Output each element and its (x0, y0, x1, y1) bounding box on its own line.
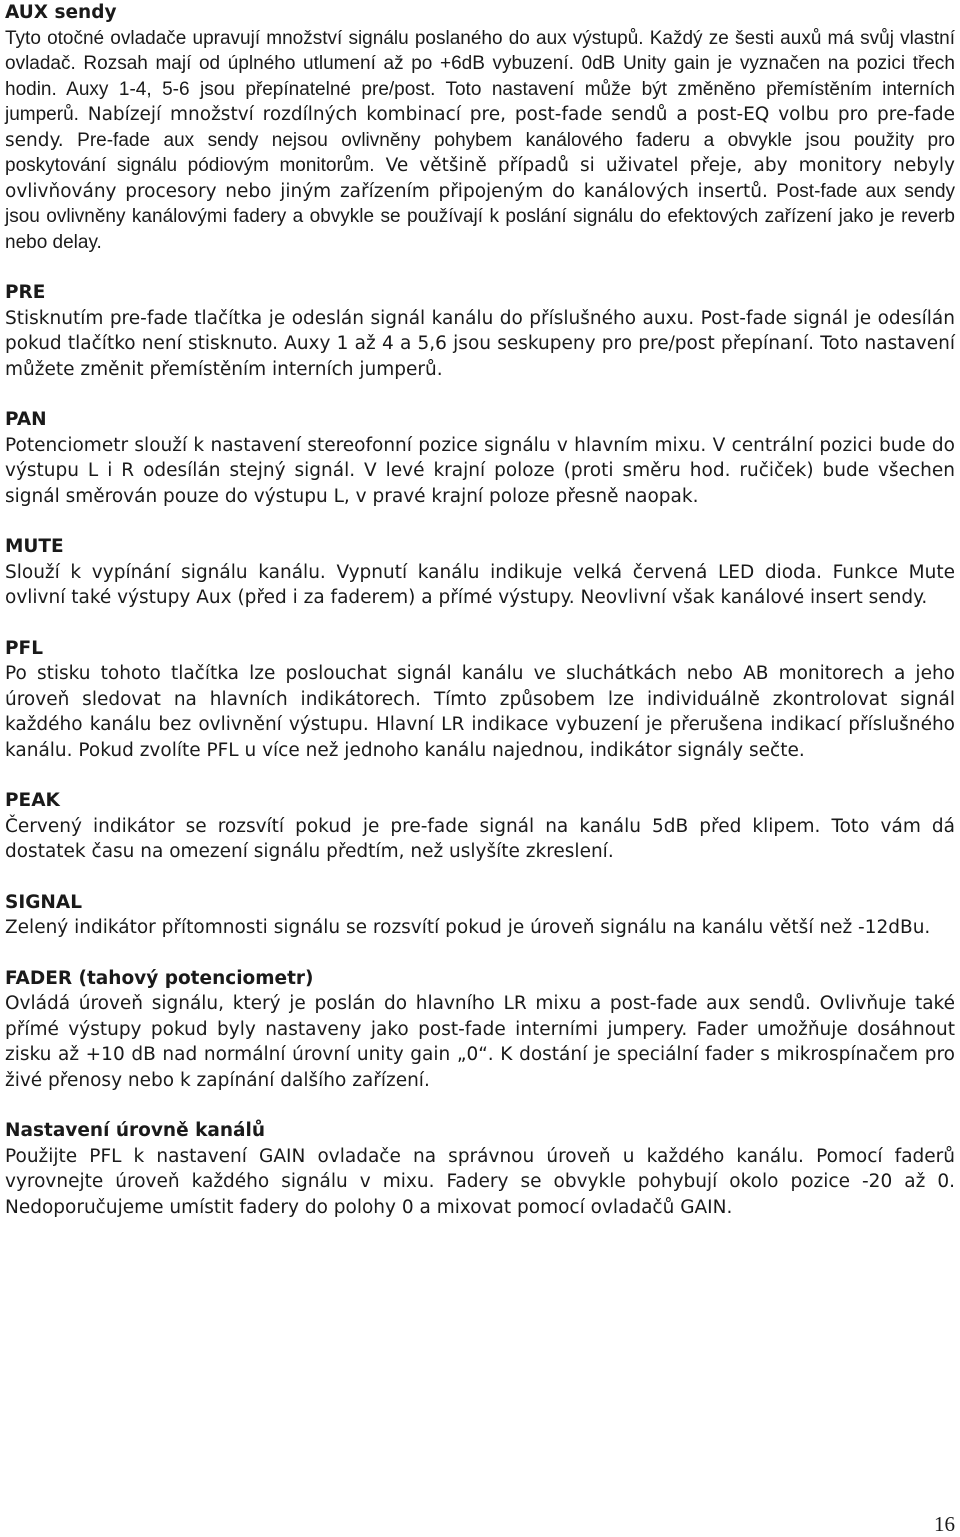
document-section (5, 534, 955, 611)
paragraph-text: Použijte PFL k nastavení GAIN ovladače na správnou úroveň u každého kanálu. Pomocí faderů vyrovnejte úroveň každého signálu v mixu. Fadery se obvykle pohybují okolo pozice -20 až 0. Nedoporučujeme umístit fadery do polohy 0 a mixovat pomocí ovladačů GAIN. (5, 1145, 955, 1218)
document-section (5, 788, 955, 865)
paragraph-text: Potenciometr slouží k nastavení stereofonní pozice signálu v hlavním mixu. V centrální pozici bude do výstupu L i R odesílán stejný signál. V levé krajní poloze (proti směru hod. ručiček) bude všechen signál směrován pouze do výstupu L, v pravé krajní poloze přesně naopak. (5, 434, 955, 507)
section-heading: SIGNAL (5, 891, 82, 913)
section-paragraph (5, 661, 955, 763)
paragraph-text: Slouží k vypínání signálu kanálu. Vypnutí kanálu indikuje velká červená LED dioda. Funkce Mute ovlivní také výstupy Aux (před i za faderem) a přímé výstupy. Neovlivní však kanálové insert sendy. (5, 561, 955, 608)
section-paragraph (5, 306, 955, 383)
paragraph-text: Zelený indikátor přítomnosti signálu se rozsvítí pokud je úroveň signálu na kanálu větší než -12dBu. (5, 917, 931, 938)
paragraph-text: Po stisku tohoto tlačítka lze poslouchat signál kanálu ve sluchátkách nebo AB monitorech a jeho úroveň sledovat na hlavních indikátorech. Tímto způsobem lze individuálně zkontrolovat signál každého kanálu bez ovlivnění výstupu. Hlavní LR indikace vybuzení je přerušena indikací příslušného kanálu. Pokud zvolíte PFL u více než jednoho kanálu najednou, indikátor signály sečte. (5, 663, 955, 761)
document-section (5, 636, 955, 764)
page-number: 16 (934, 1512, 955, 1536)
document-section (5, 280, 955, 382)
section-heading: PFL (5, 637, 43, 659)
section-paragraph (5, 433, 955, 510)
document-section (5, 0, 955, 255)
section-paragraph (5, 814, 955, 865)
section-heading: PRE (5, 282, 46, 303)
document-body (5, 0, 955, 1220)
document-section (5, 1118, 955, 1220)
section-heading: PEAK (5, 790, 60, 811)
document-section (5, 407, 955, 509)
section-paragraph (5, 915, 955, 941)
section-paragraph (5, 991, 955, 1093)
section-heading: FADER (tahový potenciometr) (5, 967, 314, 989)
paragraph-text: Červený indikátor se rozsvítí pokud je pre-fade signál na kanálu 5dB před klipem. Toto vám dá dostatek času na omezení signálu předtím, než uslyšíte zkreslení. (5, 815, 955, 862)
paragraph-text: Nabízejí množství rozdílných kombinací pre, post-fade sendů a post-EQ volbu pro pre-fade sendy. (5, 104, 955, 151)
paragraph-text: Post-fade aux sendy jsou ovlivněny kanálovými fadery a obvykle se používají k poslání signálu do efektových zařízení jako je reverb nebo delay. (5, 180, 956, 253)
document-page (5, 0, 955, 1245)
document-section (5, 966, 955, 1094)
section-heading: MUTE (5, 536, 64, 557)
paragraph-text: Ve většině případů si uživatel přeje, aby monitory nebyly ovlivňovány procesory nebo jiným zařízením připojeným do kanálových insertů. (5, 155, 955, 202)
paragraph-text: Stisknutím pre-fade tlačítka je odeslán signál kanálu do příslušného auxu. Post-fade signál je odesílán pokud tlačítko není stisknuto. Auxy 1 až 4 a 5,6 jsou seskupeny pro pre/post přepínaní. Toto nastavení můžete změnit přemístěním interních jumperů. (5, 307, 955, 380)
document-section (5, 890, 955, 941)
section-paragraph (5, 1144, 955, 1221)
section-heading: PAN (5, 409, 47, 430)
section-paragraph (5, 26, 955, 256)
paragraph-text: Tyto otočné ovladače upravují množství signálu poslaného do aux výstupů. Každý ze šesti auxů má svůj vlastní ovladač. Rozsah mají od úplného utlumení až po +6dB vybuzení. 0dB Unity gain je vyznačen na pozici třech hodin. Auxy 1-4, 5-6 jsou přepínatelné pre/post. Toto nastavení může být změněno přemístěním interních jumperů. (5, 27, 955, 125)
section-heading: AUX sendy (5, 2, 117, 23)
section-heading: Nastavení úrovně kanálů (5, 1120, 266, 1141)
paragraph-text: Pre-fade aux sendy nejsou ovlivněny pohybem kanálového faderu a obvykle jsou použity pro poskytování signálu pódiovým monitorům. (5, 129, 955, 176)
section-paragraph (5, 560, 955, 611)
paragraph-text: Ovládá úroveň signálu, který je poslán do hlavního LR mixu a post-fade aux sendů. Ovlivňuje také přímé výstupy pokud byly nastaveny jako post-fade interními jumpery. Fader umožňuje dosáhnout zisku až +10 dB nad normální úrovní unity gain „0“. K dostání je speciální fader s mikrospínačem pro živé přenosy nebo k zapínání dalšího zařízení. (5, 993, 955, 1091)
